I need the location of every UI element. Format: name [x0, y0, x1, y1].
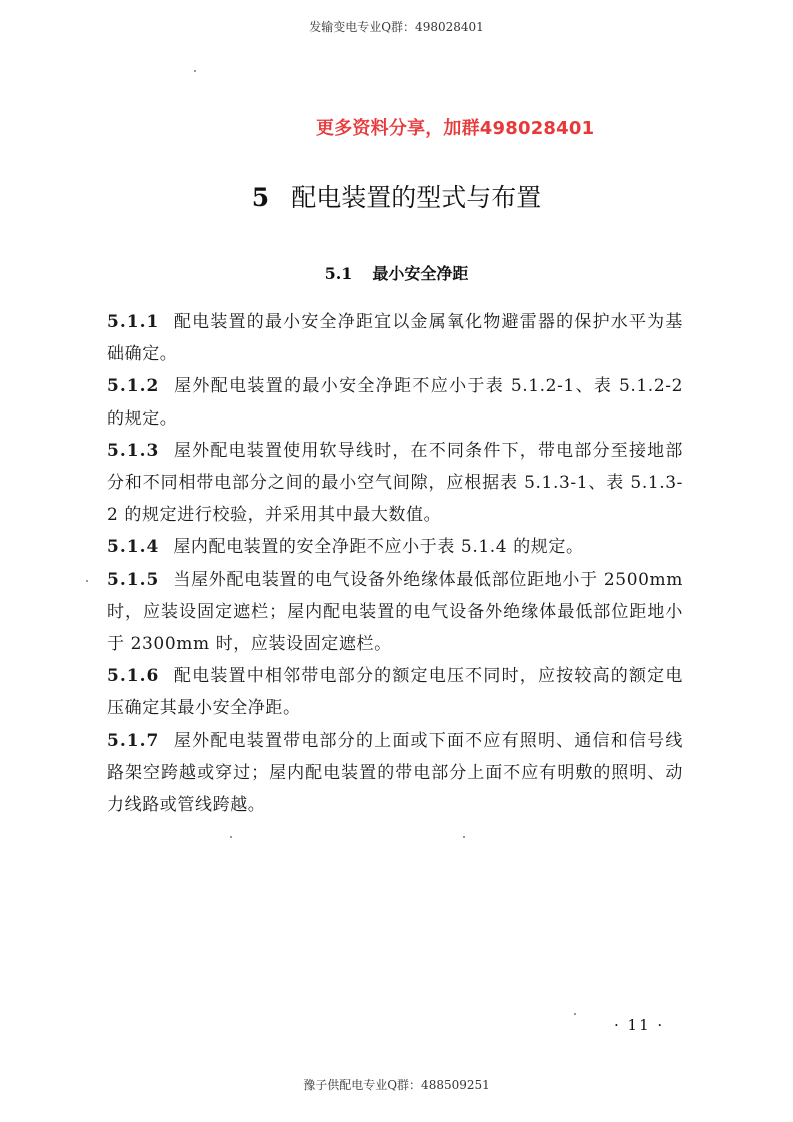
clause-text: 屋内配电装置的安全净距不应小于表 5.1.4 的规定。: [173, 537, 584, 558]
chapter-heading: [0, 178, 793, 214]
header-group-note: 发输变电专业Q群：498028401: [309, 20, 484, 34]
clause-number: 5.1.1: [107, 312, 160, 332]
clause-number: 5.1.2: [107, 376, 160, 397]
clause-list: [107, 306, 683, 821]
clause-text: 当屋外配电装置的电气设备外绝缘体最低部位距地小于 2500mm 时，应装设固定遮栏；屋内配电装置的电气设备外绝缘体最低部位距地小于 2300mm 时，应装设固定遮栏。: [107, 569, 683, 655]
clause-text: 屋外配电装置的最小安全净距不应小于表 5.1.2-1、表 5.1.2-2 的规定。: [107, 376, 683, 429]
clause-item: [107, 435, 683, 532]
clause-number: 5.1.6: [107, 666, 160, 687]
chapter-title: 配电装置的型式与布置: [291, 183, 542, 212]
section-number: 5.1: [324, 264, 353, 283]
scan-speck: [194, 70, 196, 72]
section-title: 最小安全净距: [372, 264, 469, 283]
scan-speck: [574, 1013, 576, 1015]
scan-speck: [463, 836, 465, 838]
clause-number: 5.1.7: [107, 730, 160, 751]
page-number: · 11 ·: [614, 1016, 665, 1034]
section-heading: [0, 261, 793, 284]
footer-group-note: 豫子供配电专业Q群：488509251: [303, 1078, 490, 1092]
clause-item: [107, 725, 683, 822]
clause-text: 配电装置的最小安全净距宜以金属氧化物避雷器的保护水平为基础确定。: [107, 312, 683, 365]
clause-text: 屋外配电装置使用软导线时，在不同条件下，带电部分至接地部分和不同相带电部分之间的最小空气间隙，应根据表 5.1.3-1、表 5.1.3-2 的规定进行校验，并采用其中最大数值。: [107, 440, 683, 526]
clause-number: 5.1.5: [107, 569, 160, 590]
clause-item: [107, 370, 683, 434]
promo-banner: 更多资料分享，加群498028401: [316, 118, 595, 139]
scan-speck: [86, 580, 88, 582]
clause-number: 5.1.3: [107, 440, 160, 461]
clause-number: 5.1.4: [107, 537, 160, 558]
clause-item: [107, 660, 683, 724]
clause-text: 屋外配电装置带电部分的上面或下面不应有照明、通信和信号线路架空跨越或穿过；屋内配电装置的带电部分上面不应有明敷的照明、动力线路或管线跨越。: [107, 730, 683, 816]
chapter-number: 5: [251, 183, 270, 212]
scan-speck: [230, 836, 232, 838]
clause-item: [107, 564, 683, 661]
clause-text: 配电装置中相邻带电部分的额定电压不同时，应按较高的额定电压确定其最小安全净距。: [107, 666, 683, 719]
clause-item: [107, 531, 683, 563]
clause-item: [107, 306, 683, 370]
